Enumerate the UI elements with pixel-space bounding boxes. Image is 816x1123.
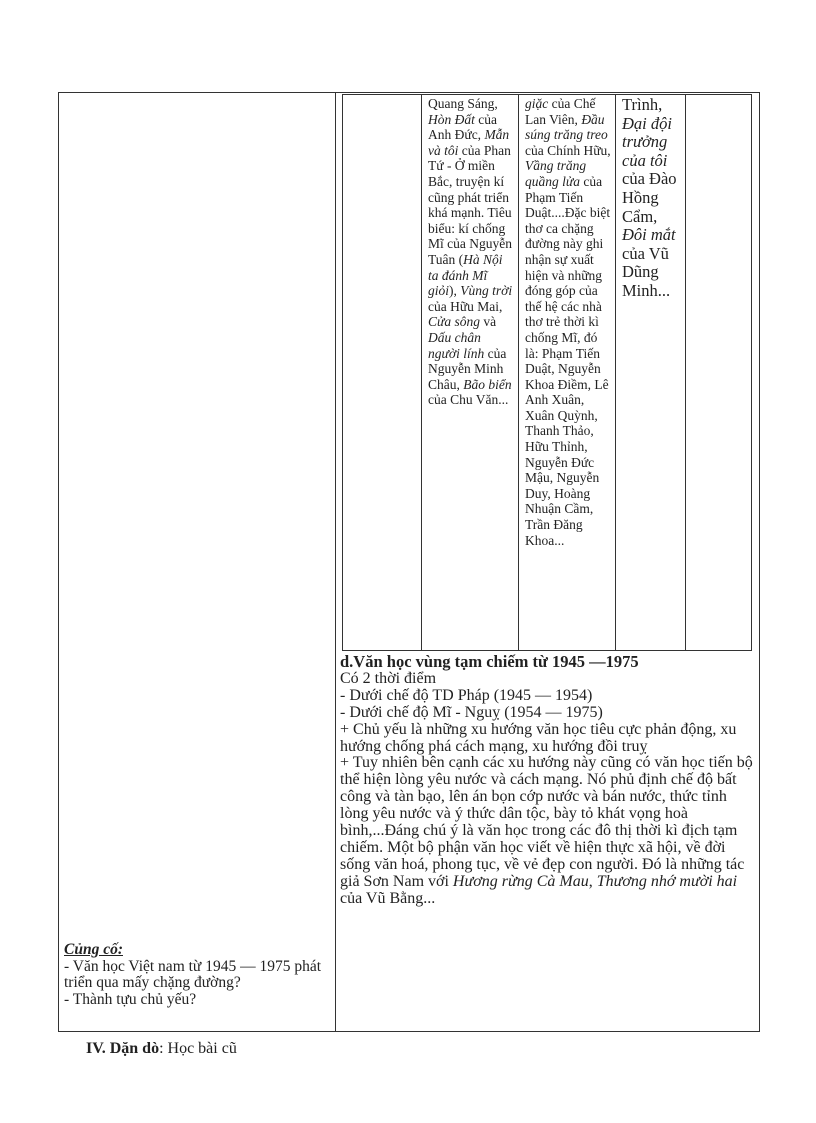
paragraph: - Dưới chế độ Mĩ - Nguỵ (1954 — 1975) [340,703,603,721]
text: của Nguyễn Minh Châu, [428,345,507,392]
homework-text: : Học bài cũ [159,1040,237,1057]
inner-cell-poetry [525,96,613,649]
paragraph: - Dưới chế độ TD Pháp (1945 — 1954) [340,686,593,704]
paragraph [340,755,754,907]
text: của Đào Hồng Cẩm, [622,169,677,226]
review-section [64,942,332,1008]
homework-line [86,1040,237,1058]
paragraph: Có 2 thời điểm [340,669,437,687]
text: của Chế Lan Viên, [525,96,596,127]
text: + Tuy nhiên bên cạnh các xu hướng này cũng có văn học tiến bộ thể hiện lòng yêu nước và cách mạng. Nó phủ định chế độ bất công và tàn bạo, lên án bọn cớp nước và bán nước, thức tỉnh lòng yêu nước và ý thức dân tộc, bày tỏ khát vọng hoà bình,...Đáng chú ý là văn học trong các đô thị thời kì địch tạm chiếm. Một bộ phận văn học viết về hiện thực xã hội, về đời sống văn hoá, phong tục, về vẻ đẹp con người. Đó là những tác giả Sơn Nam với [340,754,753,890]
text: và [480,314,497,330]
work-title: Thương nhớ mười hai [596,872,738,890]
inner-col-divider-4 [685,94,686,651]
text: của Vũ Dũng Minh... [622,243,671,300]
inner-col-divider-1 [421,94,422,651]
inner-col-divider-2 [518,94,519,651]
work-title: Mẫn và tôi [428,127,510,158]
text: , [588,872,597,890]
work-title: giặc [525,96,549,111]
work-title: Đầu súng trăng treo [525,111,608,143]
work-title: Đại đội trưởng của tôi [622,113,672,170]
work-title: Bão biển [463,376,512,392]
section-heading: d.Văn học vùng tạm chiếm từ 1945 —1975 [340,652,639,671]
review-question: - Thành tựu chủ yếu? [64,990,197,1008]
work-title: Dấu chân người lính [428,329,485,361]
work-title: Vầng trăng quầng lửa [525,158,587,189]
work-title: Đôi mắt [622,225,676,245]
text: của Phan Tứ - Ở miền Bắc, truyện kí cũng phát triển khá mạnh. Tiêu biểu: kí chống Mĩ của Nguyễn Tuân ( [428,142,512,267]
section-d [340,654,754,908]
text: Trình, [622,95,663,114]
review-question: - Văn học Việt nam từ 1945 — 1975 phát triển qua mấy chặng đường? [64,957,322,991]
review-title: Củng cố: [64,941,123,958]
work-title: Hương rừng Cà Mau [452,872,589,890]
homework-label: IV. Dặn dò [86,1040,160,1057]
inner-col-divider-3 [615,94,616,651]
outer-column-divider [335,92,336,1032]
work-title: Hòn Đất [428,111,475,127]
text: của Phạm Tiến Duật....Đặc biệt thơ ca chặng đường này ghi nhận sự xuất hiện và những đóng góp của thế hệ các nhà thơ trẻ thời kì chống Mĩ, đó là: Phạm Tiến Duật, Nguyễn Khoa Điềm, Lê Anh Xuân, Xuân Quỳnh, Thanh Thảo, Hữu Thỉnh, Nguyễn Đức Mậu, Nguyễn Duy, Hoàng Nhuận Cầm, Trần Đăng Khoa... [525,173,611,548]
text: của Hữu Mai, [428,298,503,314]
text: của Chu Văn... [428,392,509,408]
work-title: Hà Nội ta đánh Mĩ giỏi [428,251,503,299]
text: của Vũ Bằng... [340,889,436,907]
text: của Anh Đức, [428,111,497,143]
inner-cell-drama [622,96,682,301]
paragraph: + Chủ yếu là những xu hướng văn học tiêu cực phản động, xu hướng chống phá cách mạng, xu hướng đồi truỵ [340,720,737,755]
inner-cell-prose [428,96,516,408]
work-title: Cửa sông [428,314,480,330]
text: Quang Sáng, [428,96,498,111]
text: của Chính Hữu, [525,142,611,158]
text: ), [449,283,461,299]
work-title: Vùng trời [460,283,513,299]
